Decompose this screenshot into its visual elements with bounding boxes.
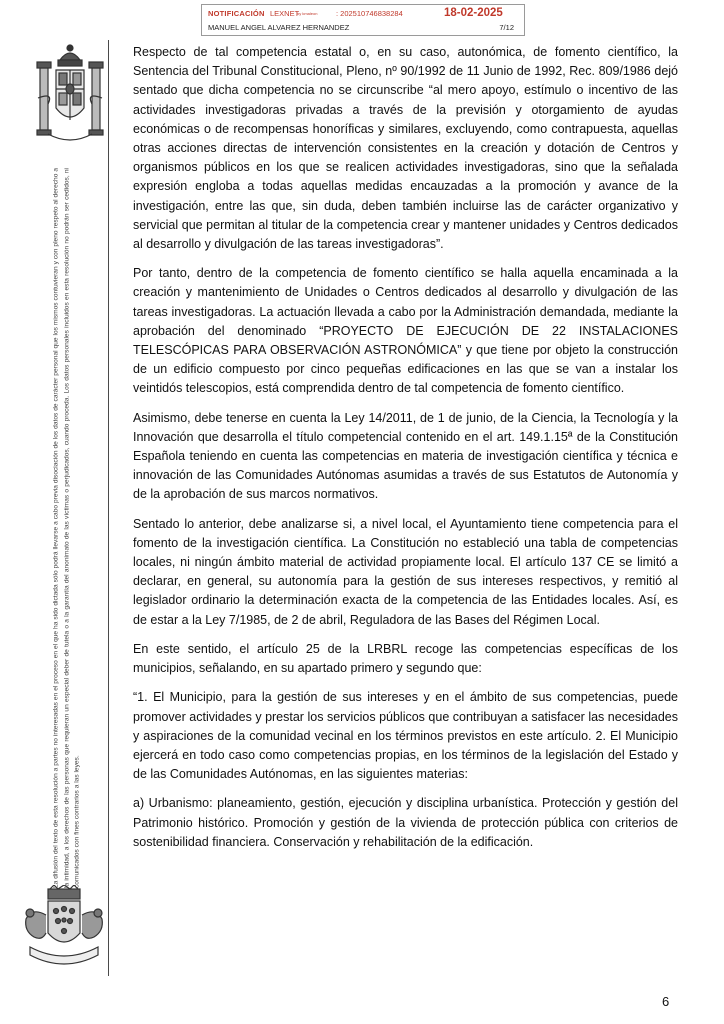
- recipient-row: [208, 23, 520, 35]
- paragraph-1: Respecto de tal competencia estatal o, en su caso, autonómica, de fomento científico, la Sentencia del Tribunal Constitucional, Pleno, nº 90/1992 de 11 Junio de 1992, Rec. 809/1986 dejó sentado que dicha competencia no se circunscribe “al mero apoyo, estímulo o incentivo de las actividades investigadoras privadas a través de la previsión y otorgamiento de ayudas económicas o de recompensas honoríficas y similares, excluyendo, como contrapuesta, aquellas otras acciones directas de intervención consistentes en la creación y dotación de Centros y organismos públicos en los que se realicen actividades investigadoras, sino que la señalada expresión engloba a todas aquellas medidas encauzadas a la promoción y avance de la investigación, entre las que, sin duda, deben también incluirse las de carácter organizativo y servicial que permitan al titular de la competencia crear y mantener unidades y Centros dedicados al desarrollo y divulgación de las tareas investigadoras”.: [133, 45, 678, 252]
- paragraph-3: Asimismo, debe tenerse en cuenta la Ley 14/2011, de 1 de junio, de la Ciencia, la Tecnología y la Innovación que desarrolla el título competencial contenido en el art. 149.1.15ª de la Constitución Española teniendo en cuenta las competencias en materia de investigación científica y técnica e innovación de las Comunidades Autónomas asumidas a través de sus Estatutos de Autonomía y de la aprobación de sus marcos normativos.: [133, 410, 678, 502]
- lexnet-by-label: by kmaleon: [297, 11, 318, 16]
- paragraph-4: Sentado lo anterior, debe analizarse si, a nivel local, el Ayuntamiento tiene competencia para el fomento de la investigación científica. La Constitución no estableció una tabla de competencias locales, ni ningún ámbito material de actividad propiamente local. El artículo 137 CE se limitó a declarar, en general, su autonomía para la gestión de sus intereses respectivos, y remitió al legislador ordinario la determinación exacta de la competencia de las Entidades locales. Así, es de estar a la Ley 7/1985, de 2 de abril, Reguladora de las Bases del Régimen Local.: [133, 516, 678, 627]
- lexnet-label: LEXNET: [270, 9, 300, 18]
- paragraph-6: “1. El Municipio, para la gestión de sus intereses y en el ámbito de sus competencias, puede promover actividades y prestar los servicios públicos que contribuyan a satisfacer las necesidades y aspiraciones de la comunidad vecinal en los términos previstos en este artículo. 2. El Municipio ejercerá en todo caso como competencias propias, en los términos de la legislación del Estado y de las Comunidades Autónomas, en las siguientes materias:: [133, 690, 678, 782]
- paragraph-2: Por tanto, dentro de la competencia de fomento científico se halla aquella encaminada a la creación y mantenimiento de Unidades o Centros dedicados al desarrollo y divulgación de las tareas investigadoras. La actuación llevada a cabo por la Administración demandada, mediante la aprobación del denominado “PROYECTO DE EJECUCIÓN DE 22 INSTALACIONES TELESCÓPICAS PARA OBSERVACIÓN ASTRONÓMICA” y que tiene por objeto la construcción de un edificio compuesto por cinco pequeñas edificaciones en las que se van a instalar los veintidós telescopios, está comprendida dentro de tal competencia de fomento científico.: [133, 266, 678, 396]
- canarias-coat-of-arms-icon: [18, 885, 110, 973]
- notification-header-box: [201, 4, 525, 36]
- document-body: [133, 43, 678, 862]
- page-number: 6: [662, 994, 670, 1009]
- paragraph-7: a) Urbanismo: planeamiento, gestión, ejecución y disciplina urbanística. Protección y gestión del Patrimonio histórico. Promoción y gestión de la vivienda de protección pública con criterios de sostenibilidad financiera. Conservación y rehabilitación de la edificación.: [133, 796, 678, 849]
- privacy-notice-vertical: La difusión del texto de esta resolución a partes no interesadas en el proceso en el que ha sido dictada sólo podrá llevarse a cabo previa disociación de los datos de carácter personal que los mismos contuvieran y con pleno respeto al derecho a la intimidad, a los derechos de las personas que requieran un especial deber de tutela o a la garantía del anonimato de las víctimas o perjudicados, cuando proceda. Los datos personales incluidos en esta resolución no podrán ser cedidos, ni comunicados con fines contrarios a las leyes.: [52, 168, 81, 888]
- spain-coat-of-arms-icon: [34, 42, 106, 154]
- notification-label: NOTIFICACIÓN: [208, 9, 265, 18]
- notification-code: : 202510746838284: [336, 9, 403, 18]
- notification-header-row: [208, 8, 520, 21]
- recipient-name: MANUEL ANGEL ALVAREZ HERNANDEZ: [208, 23, 350, 32]
- notification-date: 18-02-2025: [444, 7, 503, 19]
- paragraph-5: En este sentido, el artículo 25 de la LRBRL recoge las competencias específicas de los municipios, señalando, en su apartado primero y segundo que:: [133, 641, 678, 676]
- notification-page-count: 7/12: [499, 23, 514, 32]
- margin-divider: [108, 40, 109, 976]
